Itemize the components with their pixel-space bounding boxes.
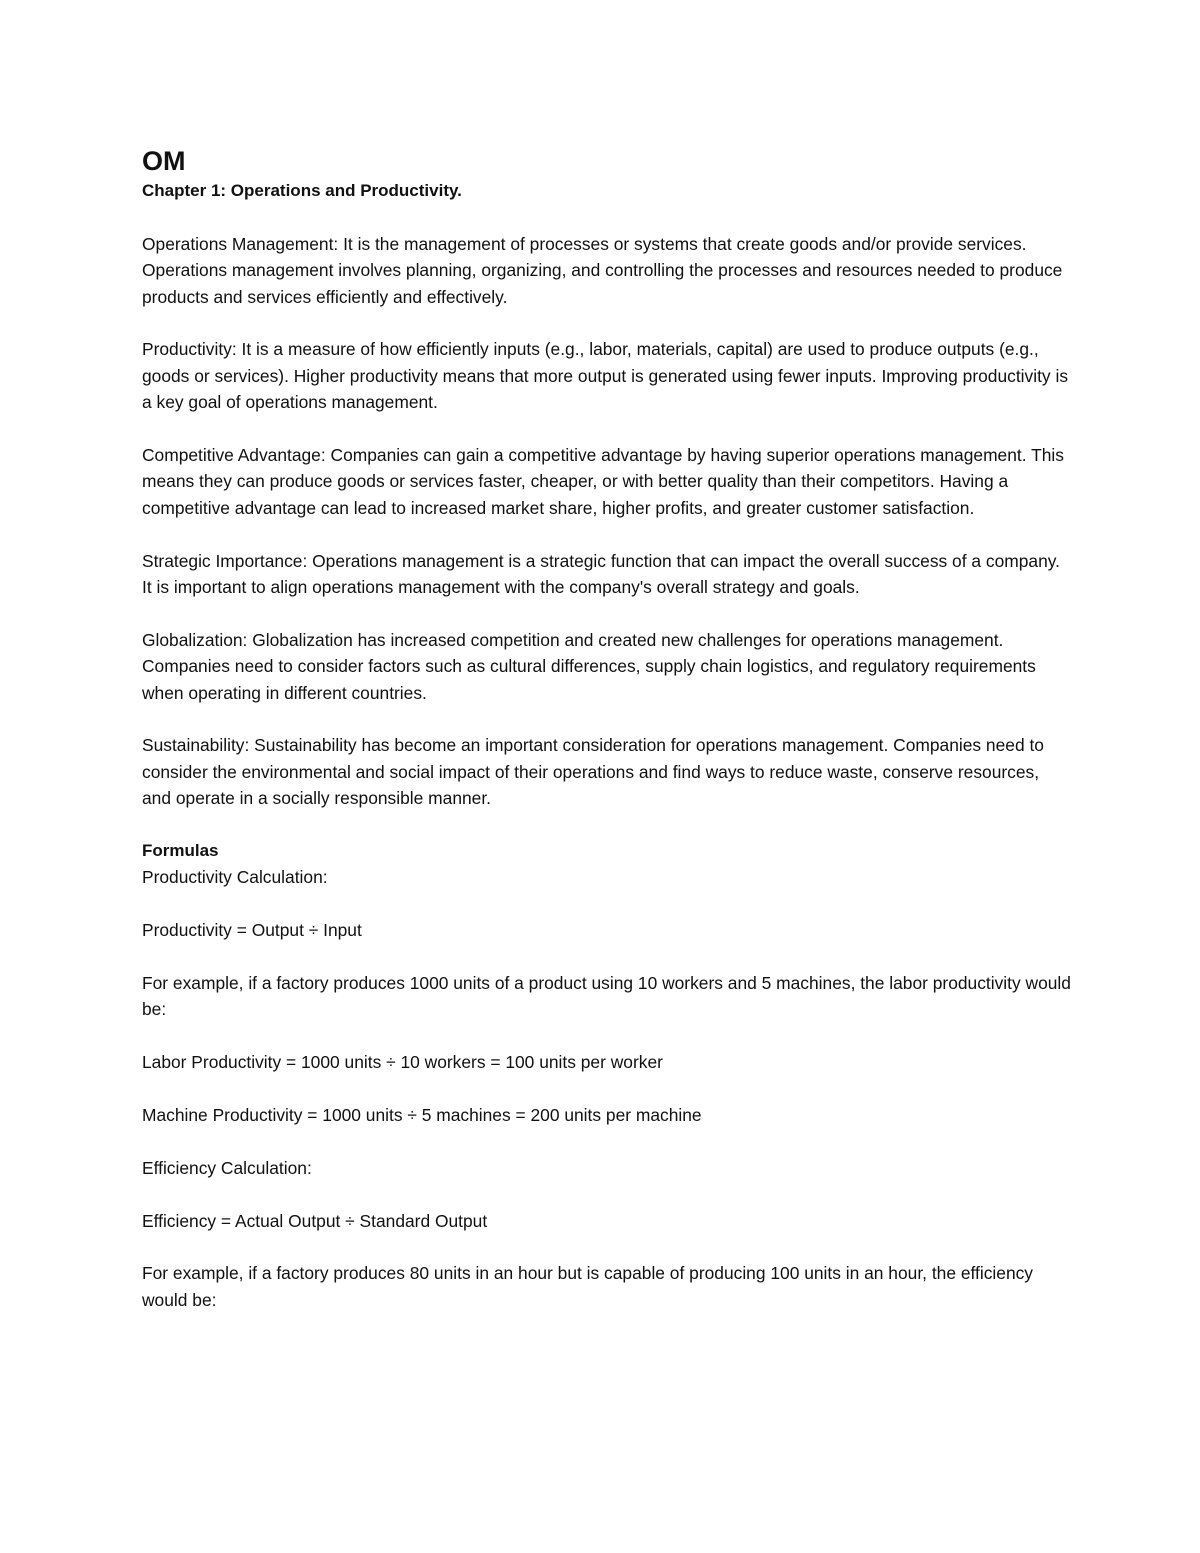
term-label: Productivity:	[142, 339, 237, 360]
paragraph-productivity	[142, 336, 1072, 415]
paragraph-text: It is a measure of how efficiently inputs (e.g., labor, materials, capital) are used to produce outputs (e.g., goods or services). Higher productivity means that more output is generated using fewer inputs. Improving productivity is a key goal of operations management.	[142, 339, 1069, 413]
paragraph-competitive-advantage	[142, 442, 1072, 521]
term-label: Operations Management:	[142, 233, 339, 254]
paragraph-operations-management	[142, 231, 1072, 310]
efficiency-calculation-label: Efficiency Calculation:	[142, 1157, 312, 1178]
productivity-calculation-label: Productivity Calculation:	[142, 867, 328, 888]
term-label: Competitive Advantage:	[142, 445, 326, 466]
paragraph-text: Operations management is a strategic function that can impact the overall success of a company. It is important to align operations management with the company's overall strategy and goals.	[142, 550, 1060, 598]
paragraph-text: It is the management of processes or systems that create goods and/or provide services. Operations management involves planning, organizing, and controlling the processes and resources needed to produce products and services efficiently and effectively.	[142, 233, 1063, 307]
paragraph-text: Globalization has increased competition and created new challenges for operations management. Companies need to consider factors such as cultural differences, supply chain logistics, and regulatory requirements when operating in different countries.	[142, 629, 1036, 703]
term-label: Sustainability:	[142, 735, 250, 756]
document-title: OM	[142, 146, 186, 176]
paragraph-text: Sustainability has become an important consideration for operations management. Companies need to consider the environmental and social impact of their operations and find ways to reduce waste, conserve resources, and operate in a socially responsible manner.	[142, 735, 1044, 809]
productivity-formula: Productivity = Output ÷ Input	[142, 920, 362, 941]
term-label: Globalization:	[142, 629, 248, 650]
chapter-heading: Chapter 1: Operations and Productivity.	[142, 181, 462, 200]
paragraph-text: Companies can gain a competitive advantage by having superior operations management. This means they can produce goods or services faster, cheaper, or with better quality than their competitors. Having a competitive advantage can lead to increased market share, higher profits, and greater customer satisfaction.	[142, 445, 1064, 518]
efficiency-formula: Efficiency = Actual Output ÷ Standard Output	[142, 1210, 488, 1231]
efficiency-example: For example, if a factory produces 80 units in an hour but is capable of producing 100 units in an hour, the efficiency would be:	[142, 1263, 1034, 1310]
document-body	[142, 146, 1072, 1340]
term-label: Strategic Importance:	[142, 550, 308, 571]
productivity-example: For example, if a factory produces 1000 units of a product using 10 workers and 5 machines, the labor productivity would be:	[142, 973, 1071, 1020]
paragraph-sustainability	[142, 732, 1072, 811]
paragraph-globalization	[142, 627, 1072, 706]
labor-productivity-formula: Labor Productivity = 1000 units ÷ 10 workers = 100 units per worker	[142, 1052, 663, 1073]
formulas-heading: Formulas	[142, 841, 219, 861]
machine-productivity-formula: Machine Productivity = 1000 units ÷ 5 machines = 200 units per machine	[142, 1105, 702, 1126]
paragraph-strategic-importance	[142, 548, 1072, 601]
